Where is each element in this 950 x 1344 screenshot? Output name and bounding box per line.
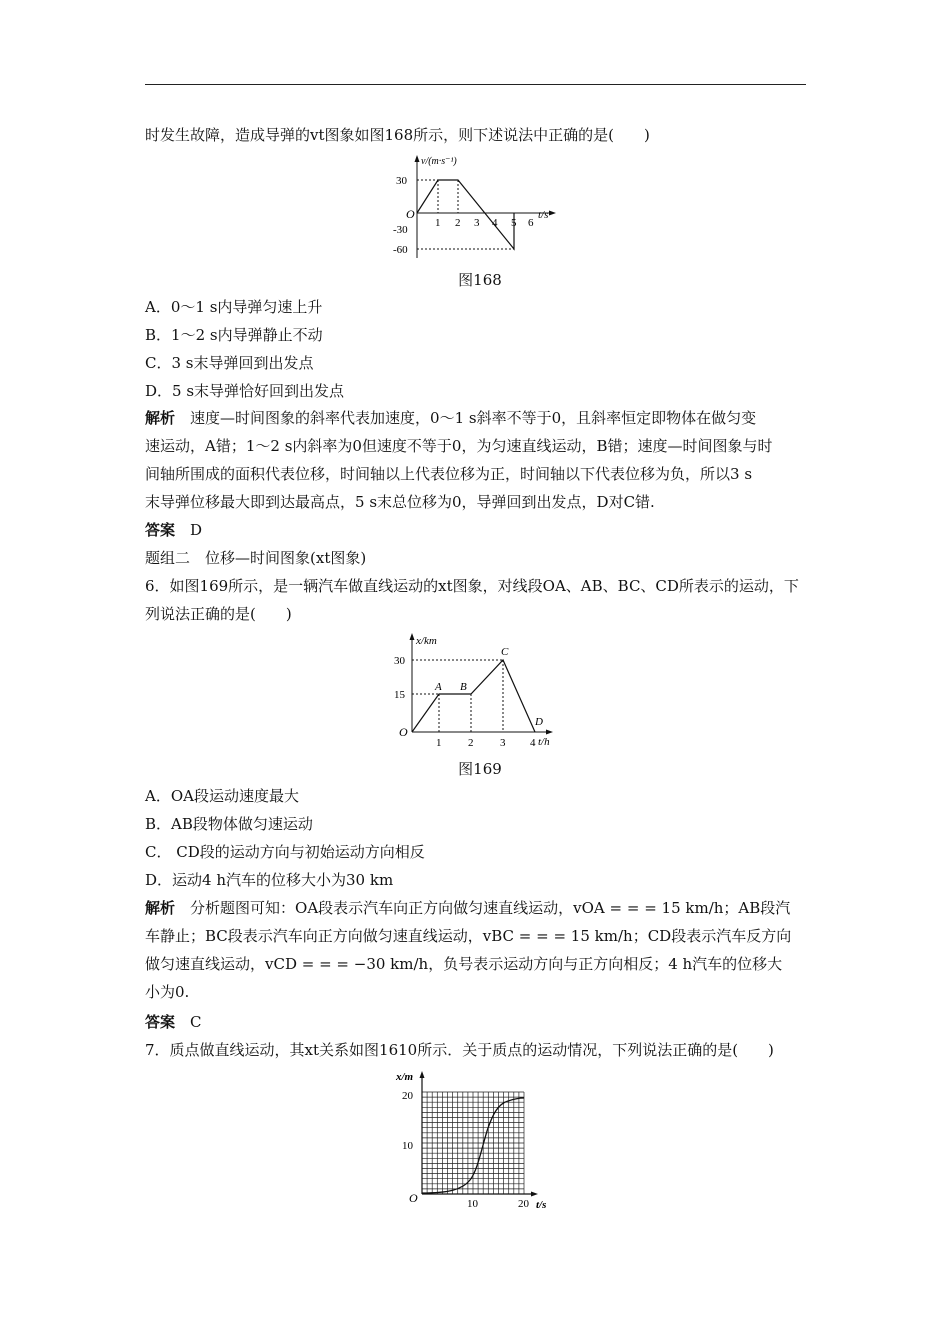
q6-answer-line [145,1011,202,1033]
q6-analysis-line-4: 小为0. [145,983,190,1001]
xt-graph [390,628,570,750]
xtick-6: 6 [528,217,534,229]
group2-title: 题组二 位移—时间图象(xt图象) [145,549,367,567]
q6-option-c: C． CD段的运动方向与初始运动方向相反 [145,843,425,861]
q6-line-1: 6．如图169所示，是一辆汽车做直线运动的xt图象，对线段OA、AB、BC、CD所表示的运动，下 [145,577,799,595]
xt-curve [412,660,535,732]
xtick-2: 2 [455,217,461,229]
q6-analysis-line-2: 车静止；BC段表示汽车向正方向做匀速直线运动，vBC = = = 15 km/h；CD段表示汽车反方向 [145,927,792,945]
y-label: v/(m·s⁻¹) [421,156,457,167]
figure-169-caption: 图169 [458,760,502,778]
x-arrow [531,1192,538,1197]
xtick-1: 1 [435,217,441,229]
q5-analysis-text-1: 速度—时间图象的斜率代表加速度，0～1 s斜率不等于0，且斜率恒定即物体在做匀变 [190,409,757,427]
y-arrow [420,1071,425,1078]
x-label: t/h [538,736,550,748]
q6-analysis-line-3: 做匀速直线运动，vCD = = = −30 km/h，负号表示运动方向与正方向相反；4 h汽车的位移大 [145,955,783,973]
q6-analysis-line-1 [145,897,790,919]
grid [422,1092,524,1194]
point-d-label: D [535,716,543,728]
origin-label: O [399,725,408,739]
x-label: t/s [538,209,549,221]
xtick-3: 3 [500,737,506,749]
q6-analysis-text-1: 分析题图可知：OA段表示汽车向正方向做匀速直线运动，vOA = = = 15 km/h；AB段汽 [190,899,791,917]
q5-analysis-line-1 [145,407,756,429]
q5-option-b: B．1～2 s内导弹静止不动 [145,326,323,344]
q6-option-a: A．OA段运动速度最大 [145,787,299,805]
q5-analysis-line-2: 速运动，A错；1～2 s内斜率为0但速度不等于0，为匀速直线运动，B错；速度—时间图象与时 [145,437,773,455]
q6-option-b: B．AB段物体做匀速运动 [145,815,313,833]
point-b-label: B [460,681,467,693]
origin-label: O [409,1191,418,1205]
q5-option-c: C．3 s末导弹回到出发点 [145,354,314,372]
q7-line: 7．质点做直线运动，其xt关系如图1610所示．关于质点的运动情况，下列说法正确的是( ) [145,1041,774,1059]
ytick-15: 15 [394,689,405,701]
ytick-30: 30 [396,175,407,187]
q6-answer: C [190,1013,202,1031]
ytick-neg60: -60 [393,244,408,256]
answer-label: 答案 [145,521,176,539]
ytick-10: 10 [402,1140,413,1152]
xtick-2: 2 [468,737,474,749]
xtick-4: 4 [530,737,536,749]
y-label: x/km [416,635,437,647]
figure-1610 [390,1066,570,1216]
origin-label: O [406,207,415,221]
ytick-30: 30 [394,655,405,667]
figure-169 [390,628,570,782]
x-arrow [549,211,556,216]
q5-answer-line [145,519,202,541]
x-label: t/s [536,1199,547,1211]
ytick-neg30: -30 [393,224,408,236]
q6-option-d: D．运动4 h汽车的位移大小为30 km [145,871,394,889]
q5-tail: 时发生故障，造成导弹的vt图象如图168所示，则下述说法中正确的是( ) [145,126,650,144]
q5-answer: D [190,521,203,539]
q5-analysis-line-4: 末导弹位移最大即到达最高点，5 s末总位移为0，导弹回到出发点，D对C错. [145,493,655,511]
y-label: x/m [396,1071,414,1083]
xt-grid-graph [390,1066,570,1216]
y-arrow [415,155,420,162]
q5-option-a: A．0～1 s内导弹匀速上升 [145,298,323,316]
q5-option-d: D．5 s末导弹恰好回到出发点 [145,382,345,400]
vt-curve [417,180,514,249]
xtick-10: 10 [467,1198,478,1210]
vt-graph [390,152,570,262]
xtick-4: 4 [492,217,498,229]
ytick-20: 20 [402,1090,413,1102]
xtick-1: 1 [436,737,442,749]
point-a-label: A [435,681,442,693]
header-rule [145,84,806,85]
xtick-3: 3 [474,217,480,229]
figure-168 [390,152,570,288]
y-arrow [410,633,415,640]
analysis-label-2: 解析 [145,899,176,917]
analysis-label: 解析 [145,409,176,427]
xtick-5: 5 [511,217,517,229]
answer-label-2: 答案 [145,1013,176,1031]
figure-168-caption: 图168 [458,271,502,289]
q6-line-2: 列说法正确的是( ) [145,605,292,623]
q5-analysis-line-3: 间轴所围成的面积代表位移，时间轴以上代表位移为正，时间轴以下代表位移为负，所以3 s [145,465,753,483]
point-c-label: C [501,646,509,658]
x-arrow [546,730,553,735]
xtick-20: 20 [518,1198,529,1210]
